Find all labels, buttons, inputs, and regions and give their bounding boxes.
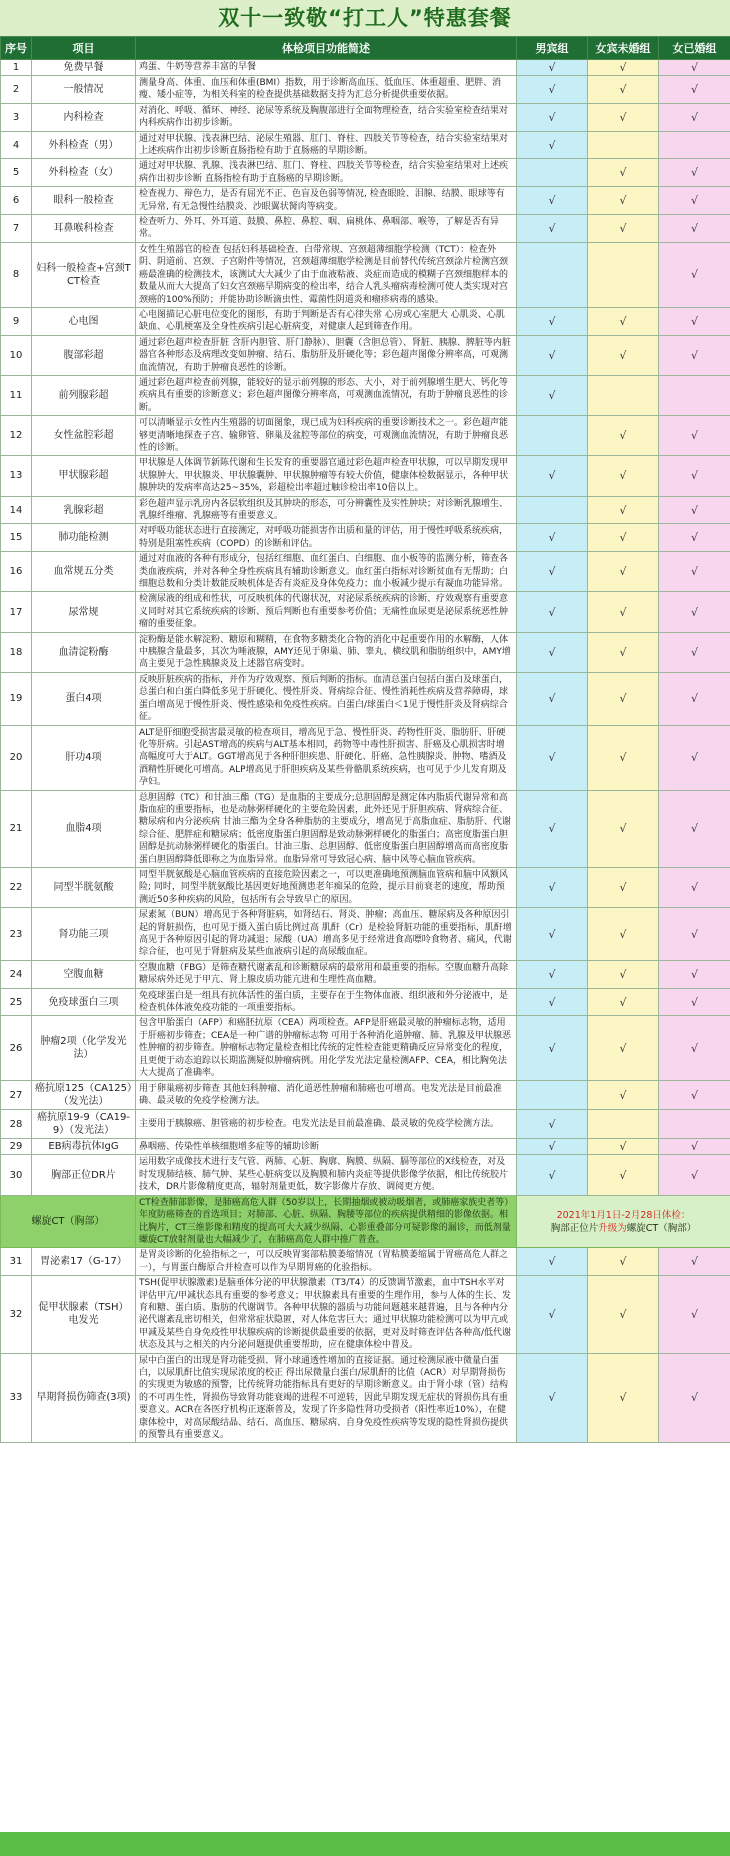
row-male-check: √	[517, 988, 588, 1016]
row-item: 癌抗原125（CA125）（发光法）	[32, 1081, 136, 1110]
row-description: 检查听力、外耳、外耳道、鼓膜、鼻腔、鼻腔、咽、扁桃体、鼻咽部、喉等，了解是否有异常。	[136, 215, 517, 243]
footer-bar	[0, 1832, 730, 1856]
row-description: 尿素氮（BUN）增高见于各种肾脏病，如肾结石、肾炎、肿瘤；高血压、糖尿病及各种原因引起的肾脏损伤，也可见于摄入蛋白质比例过高 肌酐（Cr）是检验肾脏功能的重要指标，肌酐增高见于各种原因引起的肾功减退；尿酸（UA）增高多见于经常进食高嘌呤食物者、痛风，代谢综合征，也可见于肾脏病及某些血液病引起的高尿酸血症。	[136, 908, 517, 961]
special-note-after: 螺旋CT（胸部）	[626, 1222, 697, 1234]
row-female-married-check: √	[659, 1353, 730, 1443]
row-female-married-check: √	[659, 456, 730, 496]
row-description: 总胆固醇（TC）和甘油三酯（TG）是血脂的主要成分;总胆固醇是测定体内脂质代谢异常和高脂血症的重要指标，也是动脉粥样硬化的主要危险因素，此外还见于肝胆疾病、肾病综合征、糖尿病和内分泌疾病 甘油三酯为全身各种脂肪的主要成分，增高见于高脂血症、脂肪肝、代谢综合征、肥胖症和糖尿病；低密度脂蛋白胆固醇是致动脉粥样硬化的脂蛋白；高密度脂蛋白胆固醇是抗动脉粥样硬化的脂蛋白。甘油三脂、总胆固醇、低密度脂蛋白胆固醇增高而高密度脂蛋白胆固醇降低即称之为血脂异常。血脂异常可导致冠心病、脑中风等心脑血管疾病。	[136, 790, 517, 867]
table-row	[1, 103, 730, 131]
row-female-unmarried-check: √	[588, 1353, 659, 1443]
row-male-check: √	[517, 131, 588, 159]
row-male-check: √	[517, 1139, 588, 1155]
row-female-unmarried-check: √	[588, 215, 659, 243]
row-female-unmarried-check: √	[588, 1139, 659, 1155]
table-row	[1, 867, 730, 907]
row-female-unmarried-check: √	[588, 416, 659, 456]
table-row	[1, 159, 730, 187]
row-female-married-check: √	[659, 215, 730, 243]
row-female-married-check: √	[659, 416, 730, 456]
row-description: 尿中白蛋白的出现是肾功能受损、肾小球通透性增加的直接证据。通过检测尿液中微量白蛋白，以尿肌酐比值实现尿浓度的校正 得出尿微量白蛋白/尿肌酐的比值（ACR）对早期肾损伤的实现更为敏感的预警，比传统肾功能指标具有更好的早期诊断意义。由于肾小球（管）结构的不可再生性，肾损伤导致肾功能衰竭的进程不可逆转，因此早期发现无症状的肾损伤具有重要意义。ACR在各医疗机构正逐渐普及，发现了许多隐性肾功受损者（阳性率近10%），在健康体检中，对高尿酸结晶、结石、高血压、糖尿病、自身免疫性疾病等发现的隐性肾损伤提供的预警具有重要意义。	[136, 1353, 517, 1443]
row-description: 通过彩色超声检查肝脏 含肝内胆管、肝门静脉）、胆囊（含胆总管）、肾脏、胰腺、脾脏等内脏器官各种形态及病理改变如肿瘤、结石、脂肪肝及肝硬化等；彩色超声图像分辨率高，可观测血流情况，有助于肿瘤良恶性的诊断。	[136, 335, 517, 375]
row-female-unmarried-check: √	[588, 1081, 659, 1110]
row-number: 10	[1, 335, 32, 375]
special-note-date: 2021年1月1日-2月28日体检：	[556, 1209, 691, 1221]
row-male-check: √	[517, 1248, 588, 1276]
row-female-married-check: √	[659, 187, 730, 215]
row-female-married-check	[659, 131, 730, 159]
row-female-unmarried-check	[588, 1110, 659, 1139]
row-number: 23	[1, 908, 32, 961]
table-row	[1, 496, 730, 524]
row-male-check: √	[517, 76, 588, 104]
table-row	[1, 1248, 730, 1276]
table-row	[1, 215, 730, 243]
row-female-unmarried-check: √	[588, 908, 659, 961]
row-item: EB病毒抗体IgG	[32, 1139, 136, 1155]
row-number: 30	[1, 1155, 32, 1195]
row-female-married-check: √	[659, 1016, 730, 1081]
row-male-check: √	[517, 1016, 588, 1081]
row-female-married-check: √	[659, 867, 730, 907]
row-item: 血清淀粉酶	[32, 632, 136, 672]
row-description: 同型半胱氨酸是心脑血管疾病的直接危险因素之一，可以更准确地预测脑血管病和脑中风额风险; 同时，同型半胱氨酸比基因更好地预测患老年痴呆的危险，提示目前衰老的速度，帮助预测近50多种疾病的风险，包括所有会导致早亡的原因。	[136, 867, 517, 907]
row-female-married-check: √	[659, 988, 730, 1016]
row-female-unmarried-check: √	[588, 456, 659, 496]
row-female-married-check: √	[659, 103, 730, 131]
row-female-unmarried-check: √	[588, 1155, 659, 1195]
table-row	[1, 60, 730, 76]
row-description: TSH(促甲状腺激素)是脑垂体分泌的甲状腺激素（T3/T4）的反馈调节激素，血中TSH水平对评估甲亢/甲减状态具有重要的参考意义；甲状腺素具有重要的生理作用，参与人体的生长、发育和糖、蛋白质、脂肪的代谢调节。各种甲状腺的器质与功能问题越来越普遍，且与各种内分泌代谢紊乱密切相关，但常常症状隐匿，对人体危害巨大；通过甲状腺功能检测可以为甲亢或甲减及某些自身免疫性甲状腺疾病的诊断提供最重要的依据，更对及时筛查评估各种高/低代谢状态及其与之相关的内分泌问题提供重要帮助，应在健康体检中普及。	[136, 1276, 517, 1353]
row-male-check: √	[517, 725, 588, 790]
row-number: 3	[1, 103, 32, 131]
row-description: 通过对血液的各种有形成分，包括红细胞、血红蛋白、白细胞、血小板等的监测分析，筛查各类血液疾病，并对各种全身性疾病具有辅助诊断意义。血红蛋白指标对诊断贫血有无帮助；白细胞总数和分类计数能反映机体是否有炎症及身体免疫力；血小板减少提示有凝血功能异常。	[136, 552, 517, 592]
row-male-check: √	[517, 1353, 588, 1443]
row-female-unmarried-check: √	[588, 1016, 659, 1081]
row-item: 同型半胱氨酸	[32, 867, 136, 907]
special-note	[517, 1195, 730, 1248]
row-item: 内科检查	[32, 103, 136, 131]
row-number: 17	[1, 592, 32, 632]
row-male-check: √	[517, 60, 588, 76]
row-item: 肿瘤2项（化学发光法）	[32, 1016, 136, 1081]
row-male-check: √	[517, 867, 588, 907]
row-female-unmarried-check: √	[588, 60, 659, 76]
special-note-up: 升级为	[598, 1222, 627, 1234]
row-item: 前列腺彩超	[32, 375, 136, 415]
table-row	[1, 131, 730, 159]
row-male-check: √	[517, 592, 588, 632]
row-female-unmarried-check: √	[588, 496, 659, 524]
row-female-unmarried-check: √	[588, 960, 659, 988]
header-female-unmarried: 女宾未婚组	[588, 37, 659, 60]
row-male-check: √	[517, 632, 588, 672]
row-female-married-check: √	[659, 1248, 730, 1276]
row-female-unmarried-check: √	[588, 725, 659, 790]
header-item: 项目	[32, 37, 136, 60]
row-description: 空腹血糖（FBG）是筛查糖代谢紊乱和诊断糖尿病的最常用和最重要的指标。空腹血糖升高除糖尿病外还见于甲亢、肾上腺皮质功能亢进和生理性高血糖。	[136, 960, 517, 988]
package-table	[0, 36, 730, 1443]
row-item: 促甲状腺素（TSH）电发光	[32, 1276, 136, 1353]
row-item: 眼科一般检查	[32, 187, 136, 215]
row-description: 彩色超声显示乳房内各层软组织及其肿块的形态，可分辨囊性及实性肿块；对诊断乳腺增生、乳腺纤维瘤、乳腺癌等有重要意义。	[136, 496, 517, 524]
row-description: 主要用于胰腺癌、胆管癌的初步检查。电发光法是目前最准确、最灵敏的免疫学检测方法。	[136, 1110, 517, 1139]
row-number: 16	[1, 552, 32, 592]
row-number: 26	[1, 1016, 32, 1081]
row-male-check: √	[517, 790, 588, 867]
row-description: 鸡蛋、牛奶等营养丰富的早餐	[136, 60, 517, 76]
row-female-married-check: √	[659, 60, 730, 76]
row-item: 肾功能三项	[32, 908, 136, 961]
row-female-unmarried-check: √	[588, 632, 659, 672]
row-number: 24	[1, 960, 32, 988]
row-number: 7	[1, 215, 32, 243]
row-item: 一般情况	[32, 76, 136, 104]
row-description: 淀粉酶是能水解淀粉、糖原和糊精，在食物多糖类化合物的消化中起重要作用的水解酶，人体中胰腺含量最多，其次为唾液腺，AMY还见于卵巢、肺、睾丸、横纹肌和脂肪组织中，AMY增高主要见于急性胰腺炎及上述器官病变时。	[136, 632, 517, 672]
row-number: 27	[1, 1081, 32, 1110]
table-row	[1, 592, 730, 632]
row-number: 13	[1, 456, 32, 496]
row-number: 12	[1, 416, 32, 456]
table-row	[1, 672, 730, 725]
row-number: 8	[1, 242, 32, 307]
row-female-married-check: √	[659, 960, 730, 988]
row-description: 可以清晰显示女性内生殖器的切面图象，现已成为妇科疾病的重要诊断技术之一。彩色超声能够更清晰地探查子宫、输卵管、卵巢及盆腔等部位的病变，可观测血流情况，有助于肿瘤良恶性的诊断。	[136, 416, 517, 456]
row-female-unmarried-check: √	[588, 790, 659, 867]
row-male-check: √	[517, 307, 588, 335]
row-female-married-check	[659, 375, 730, 415]
table-row	[1, 335, 730, 375]
row-female-married-check: √	[659, 1081, 730, 1110]
table-row	[1, 1016, 730, 1081]
row-number: 28	[1, 1110, 32, 1139]
special-row	[1, 1195, 730, 1248]
row-item: 早期肾损伤筛查(3项)	[32, 1353, 136, 1443]
row-male-check: √	[517, 552, 588, 592]
row-description: 用于卵巢癌初步筛查 其他妇科肿瘤、消化道恶性肿瘤和肺癌也可增高。电发光法是目前最准确、最灵敏的免疫学检测方法。	[136, 1081, 517, 1110]
row-male-check: √	[517, 1110, 588, 1139]
row-description: 通过对甲状腺、浅表淋巴结、泌尿生殖器、肛门、脊柱、四肢关节等检查，结合实验室结果对上述疾病作出初步诊断直肠指检有助于直肠癌的早期诊断。	[136, 131, 517, 159]
row-item: 肺功能检测	[32, 524, 136, 552]
row-female-married-check: √	[659, 335, 730, 375]
row-item: 甲状腺彩超	[32, 456, 136, 496]
row-description: 通过彩色超声检查前列腺，能较好的显示前列腺的形态、大小，对于前列腺增生肥大、钙化等疾病具有重要的诊断意义；彩色超声图像分辨率高，可观测血流情况，有助于肿瘤良恶性的诊断。	[136, 375, 517, 415]
row-description: 通过对甲状腺、乳腺、浅表淋巴结、肛门、脊柱、四肢关节等检查，结合实验室结果对上述疾病作出初步诊断 直肠指检有助于直肠癌的早期诊断。	[136, 159, 517, 187]
row-female-unmarried-check: √	[588, 159, 659, 187]
table-row	[1, 790, 730, 867]
row-description: 运用数字成像技术进行支气管、两肺、心脏、胸廓、胸膜、纵隔、膈等部位的X线检查，对及时发现肺结核、肺气肿、某些心脏病变以及胸膜和肺内炎症等提供影像学依据，相比传统胶片技术，DR片影像精度更高，辐射剂量更低，数字影像片存放、调阅更方便。	[136, 1155, 517, 1195]
row-female-unmarried-check: √	[588, 335, 659, 375]
row-male-check	[517, 496, 588, 524]
row-item: 妇科一般检查+宫颈TCT检查	[32, 242, 136, 307]
table-row	[1, 1155, 730, 1195]
page-title: 双十一致敬“打工人”特惠套餐	[0, 0, 730, 36]
row-description: 检查视力、辩色力，是否有屈光不正、色盲及色弱等情况, 检查眼睑、泪腺、结膜、眼球等有无异常, 有无急慢性结膜炎、沙眼翼状胬肉等病变。	[136, 187, 517, 215]
row-female-married-check: √	[659, 496, 730, 524]
row-female-unmarried-check: √	[588, 552, 659, 592]
row-female-married-check: √	[659, 242, 730, 307]
row-female-married-check: √	[659, 1276, 730, 1353]
row-female-married-check: √	[659, 725, 730, 790]
row-number: 4	[1, 131, 32, 159]
row-female-married-check: √	[659, 1155, 730, 1195]
table-row	[1, 375, 730, 415]
table-header-row	[1, 37, 730, 60]
row-male-check: √	[517, 672, 588, 725]
table-row	[1, 416, 730, 456]
row-female-unmarried-check: √	[588, 187, 659, 215]
row-number: 2	[1, 76, 32, 104]
row-number: 19	[1, 672, 32, 725]
row-number: 15	[1, 524, 32, 552]
row-number: 22	[1, 867, 32, 907]
row-female-married-check: √	[659, 790, 730, 867]
row-female-unmarried-check: √	[588, 76, 659, 104]
row-item: 耳鼻喉科检查	[32, 215, 136, 243]
row-item: 血脂4项	[32, 790, 136, 867]
row-item: 血常规五分类	[32, 552, 136, 592]
row-item: 胃泌素17（G-17）	[32, 1248, 136, 1276]
row-male-check	[517, 159, 588, 187]
row-description: ALT是肝细胞受损害最灵敏的检查项目，增高见于急、慢性肝炎、药物性肝炎、脂肪肝、肝硬化等肝病。引起AST增高的疾病与ALT基本相同，药物等中毒性肝损害、肝癌及心肌损害时增高幅度可大于ALT。GGT增高见于各种肝胆疾患、肝硬化、肝癌、急性胰腺炎、肿物、嗜酒及酒精性肝硬化可增高。ALP增高见于肝胆疾病及某些骨骼肌系统疾病，也可见于少儿发育期及孕妇。	[136, 725, 517, 790]
row-number: 25	[1, 988, 32, 1016]
row-description: 测量身高、体重、血压和体重(BMI）指数，用于诊断高血压、低血压、体重超重、肥胖、消瘦、矮小症等，为相关科室的检查提供基础数据支持为汇总分析提供重要依据。	[136, 76, 517, 104]
row-description: 对消化、呼吸、循环、神经、泌尿等系统及胸腹部进行全面物理检查，结合实验室检查结果对内科疾病作出初步诊断。	[136, 103, 517, 131]
table-row	[1, 988, 730, 1016]
row-male-check	[517, 242, 588, 307]
row-female-married-check: √	[659, 1139, 730, 1155]
row-description: 检测尿液的组成和性状，可反映机体的代谢状况，对泌尿系统疾病的诊断、疗效观察有重要意义同时对其它系统疾病的诊断、预后判断也有重要参考价值；无痛性血尿更是泌尿系统恶性肿瘤的重要征象。	[136, 592, 517, 632]
row-female-unmarried-check: √	[588, 592, 659, 632]
row-male-check: √	[517, 215, 588, 243]
table-row	[1, 632, 730, 672]
row-item: 癌抗原19-9（CA19-9）（发光法）	[32, 1110, 136, 1139]
row-item: 蛋白4项	[32, 672, 136, 725]
row-female-married-check: √	[659, 592, 730, 632]
special-note-before: 胸部正位片	[550, 1222, 599, 1234]
row-number: 18	[1, 632, 32, 672]
table-row	[1, 524, 730, 552]
row-female-married-check: √	[659, 159, 730, 187]
row-female-unmarried-check: √	[588, 1248, 659, 1276]
row-description: 包含甲胎蛋白（AFP）和癌胚抗原（CEA）两项检查。AFP是肝癌最灵敏的肿瘤标志物，适用于肝癌初步筛查；CEA是一种广谱的肿瘤标志物 可用于各种消化道肿瘤、肺、乳腺及甲状腺恶性肿瘤的初步筛查。肿瘤标志物定量检查相比传统的定性检查能更精确反应异常变化的程度，且更便于动态追踪以长期监测疑似肿瘤病例。用化学发光法定量检测AFP、CEA，相比胸免法大大提高了准确率。	[136, 1016, 517, 1081]
row-item: 空腹血糖	[32, 960, 136, 988]
row-female-married-check: √	[659, 908, 730, 961]
header-male: 男宾组	[517, 37, 588, 60]
table-row	[1, 76, 730, 104]
row-number: 21	[1, 790, 32, 867]
row-number: 6	[1, 187, 32, 215]
row-item: 免疫球蛋白三项	[32, 988, 136, 1016]
table-row	[1, 552, 730, 592]
row-male-check: √	[517, 187, 588, 215]
row-male-check: √	[517, 1276, 588, 1353]
row-item: 外科检查（男）	[32, 131, 136, 159]
row-description: 甲状腺是人体调节新陈代谢和生长发育的重要器官通过彩色超声检查甲状腺，可以早期发现甲状腺肿大、甲状腺炎、甲状腺囊肿、甲状腺肿瘤等有较大价值，健康体检数据显示，各种甲状腺肿块的发病率高达25~35%，彩超检出率超过触诊检出率10倍以上。	[136, 456, 517, 496]
row-number: 11	[1, 375, 32, 415]
row-item: 腹部彩超	[32, 335, 136, 375]
row-number: 5	[1, 159, 32, 187]
row-male-check: √	[517, 103, 588, 131]
header-no: 序号	[1, 37, 32, 60]
row-female-unmarried-check: √	[588, 103, 659, 131]
row-description: 女性生殖器官的检查 包括妇科基础检查、白带常规、宫颈超薄细胞学检测（TCT）：检查外阴、阴道前、宫颈、子宫附件等情况，宫颈超薄细胞学检测是目前替代传统宫颈涂片检测宫颈癌最准确的检测技术，该测试大大减少了由于血液粘液、炎症而造成的模糊子宫颈细胞样本的数量从而大大提高了妇女宫颈癌早期病变的检出率，结合人乳头瘤病毒检测可使人类实现对宫颈癌的100%预防；并能协助诊断滴虫性、霉菌性阴道炎和瘤疹病毒的感染。	[136, 242, 517, 307]
row-female-married-check	[659, 1110, 730, 1139]
table-row	[1, 187, 730, 215]
table-row	[1, 1353, 730, 1443]
row-description: 免疫球蛋白是一组具有抗体活性的蛋白质，主要存在于生物体血液、组织液和外分泌液中，是检查机体体液免疫功能的一项重要指标。	[136, 988, 517, 1016]
row-number: 14	[1, 496, 32, 524]
header-female-married: 女已婚组	[659, 37, 730, 60]
row-female-unmarried-check: √	[588, 867, 659, 907]
rows-body	[1, 60, 730, 1443]
table-row	[1, 960, 730, 988]
row-description: 是胃炎诊断的化验指标之一，可以反映胃窦部粘膜萎缩情况（胃粘膜萎缩属于胃癌高危人群之一），与胃蛋白酶原合并检查可以作为早期胃癌的化验指标。	[136, 1248, 517, 1276]
table-row	[1, 242, 730, 307]
row-number: 33	[1, 1353, 32, 1443]
row-male-check: √	[517, 1155, 588, 1195]
row-number: 9	[1, 307, 32, 335]
row-male-check: √	[517, 375, 588, 415]
row-male-check: √	[517, 908, 588, 961]
row-female-unmarried-check: √	[588, 672, 659, 725]
row-item: 尿常规	[32, 592, 136, 632]
row-female-married-check: √	[659, 76, 730, 104]
row-female-unmarried-check	[588, 375, 659, 415]
row-male-check: √	[517, 335, 588, 375]
table-row	[1, 1081, 730, 1110]
row-male-check: √	[517, 524, 588, 552]
row-description: 心电图描记心脏电位变化的图形，有助于判断是否有心律失常 心房或心室肥大 心肌炎、心肌缺血、心肌梗塞及全身性疾病引起心脏病变，对健康人起到筛查作用。	[136, 307, 517, 335]
table-row	[1, 1139, 730, 1155]
row-item: 心电图	[32, 307, 136, 335]
row-number: 29	[1, 1139, 32, 1155]
row-female-unmarried-check: √	[588, 524, 659, 552]
table-row	[1, 908, 730, 961]
special-description: CT检查肺部影像，是肺癌高危人群（50岁以上，长期抽烟或被动吸烟者，或肺癌家族史者等）年度防癌筛查的首选项目；对肺部、心脏、纵隔、胸腰等部位的疾病提供精细的影像依据。相比胸片，CT三维影像和精度的提高可大大减少纵隔、心影重叠部分可疑影像的漏诊，而低剂量螺旋CT放射剂量也大幅减少了，在肺癌高危人群中推广普查。	[136, 1195, 517, 1248]
row-item: 乳腺彩超	[32, 496, 136, 524]
row-item: 肝功4项	[32, 725, 136, 790]
row-female-unmarried-check: √	[588, 988, 659, 1016]
table-row	[1, 1110, 730, 1139]
row-male-check	[517, 416, 588, 456]
row-description: 鼻咽癌、传染性单核细胞增多症等的辅助诊断	[136, 1139, 517, 1155]
row-number: 32	[1, 1276, 32, 1353]
table-row	[1, 456, 730, 496]
row-female-married-check: √	[659, 552, 730, 592]
row-male-check: √	[517, 456, 588, 496]
row-item: 女性盆腔彩超	[32, 416, 136, 456]
row-description: 反映肝脏疾病的指标，并作为疗效观察、预后判断的指标。血清总蛋白包括白蛋白及球蛋白，总蛋白和白蛋白降低多见于肝硬化、慢性肝炎、肾病综合征、慢性消耗性疾病及营养障碍，球蛋白增高见于慢性肝炎、慢性感染和免疫性疾病。白蛋白/球蛋白＜1见于慢性肝炎及肾病综合征。	[136, 672, 517, 725]
row-number: 31	[1, 1248, 32, 1276]
row-item: 免费早餐	[32, 60, 136, 76]
table-row	[1, 1276, 730, 1353]
row-item: 外科检查（女）	[32, 159, 136, 187]
table-row	[1, 307, 730, 335]
header-desc: 体检项目功能简述	[136, 37, 517, 60]
row-female-married-check: √	[659, 524, 730, 552]
row-female-unmarried-check	[588, 131, 659, 159]
row-female-unmarried-check	[588, 242, 659, 307]
special-item: 螺旋CT（胸部）	[1, 1195, 136, 1248]
row-number: 20	[1, 725, 32, 790]
row-male-check	[517, 1081, 588, 1110]
row-male-check: √	[517, 960, 588, 988]
row-female-married-check: √	[659, 632, 730, 672]
row-female-married-check: √	[659, 672, 730, 725]
row-female-unmarried-check: √	[588, 1276, 659, 1353]
row-item: 胸部正位DR片	[32, 1155, 136, 1195]
table-row	[1, 725, 730, 790]
row-female-unmarried-check: √	[588, 307, 659, 335]
row-description: 对呼吸功能状态进行直接测定，对呼吸功能损害作出质和量的评估，用于慢性呼吸系统疾病，特别是阻塞性疾病（COPD）的诊断和评估。	[136, 524, 517, 552]
row-number: 1	[1, 60, 32, 76]
row-female-married-check: √	[659, 307, 730, 335]
